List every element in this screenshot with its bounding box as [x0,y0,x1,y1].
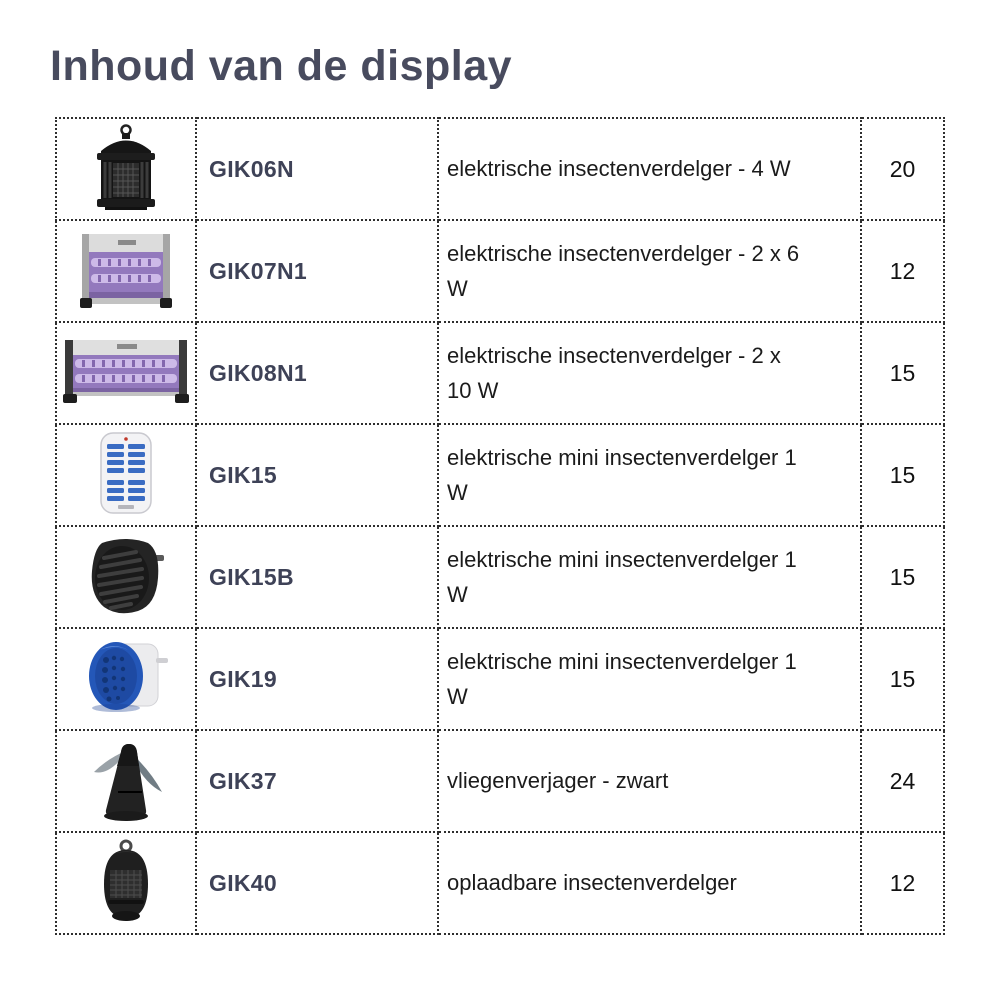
table-row [56,322,944,424]
product-code: GIK06N [196,118,438,220]
product-quantity: 15 [861,424,944,526]
table-row [56,628,944,730]
product-code: GIK15 [196,424,438,526]
uv-insect-killer-wide-icon [62,336,190,406]
product-image-cell [56,730,196,832]
product-description: elektrische mini insectenverdelger 1 W [438,628,861,730]
product-description: elektrische mini insectenverdelger 1 W [438,526,861,628]
product-image-cell [56,220,196,322]
product-code: GIK37 [196,730,438,832]
product-quantity: 12 [861,220,944,322]
product-quantity: 15 [861,628,944,730]
mini-plugin-black-icon [82,533,170,617]
page-title: Inhoud van de display [50,42,513,90]
product-image-cell [56,832,196,934]
product-code: GIK15B [196,526,438,628]
product-quantity: 20 [861,118,944,220]
product-image-cell [56,424,196,526]
product-code: GIK07N1 [196,220,438,322]
table-row [56,220,944,322]
product-image-cell [56,526,196,628]
product-description: oplaadbare insectenverdelger [438,832,861,934]
fly-repeller-fan-icon [84,736,168,822]
mini-plugin-blue-icon [80,638,172,716]
product-description: elektrische insectenverdelger - 4 W [438,118,861,220]
table-row [56,118,944,220]
table-row [56,424,944,526]
table-row [56,832,944,934]
product-description: elektrische insectenverdelger - 2 x 6 W [438,220,861,322]
lantern-insect-killer-icon [89,124,163,210]
product-quantity: 12 [861,832,944,934]
product-description: elektrische mini insectenverdelger 1 W [438,424,861,526]
product-table [55,117,945,935]
product-image-cell [56,628,196,730]
product-description: elektrische insectenverdelger - 2 x 10 W [438,322,861,424]
product-quantity: 15 [861,526,944,628]
product-description: vliegenverjager - zwart [438,730,861,832]
product-quantity: 15 [861,322,944,424]
uv-insect-killer-small-icon [76,228,176,310]
mini-plugin-white-icon [94,430,158,516]
table-row [56,730,944,832]
table-row [56,526,944,628]
product-code: GIK19 [196,628,438,730]
product-code: GIK40 [196,832,438,934]
product-code: GIK08N1 [196,322,438,424]
product-quantity: 24 [861,730,944,832]
rechargeable-insect-killer-icon [93,838,159,924]
product-image-cell [56,322,196,424]
product-image-cell [56,118,196,220]
